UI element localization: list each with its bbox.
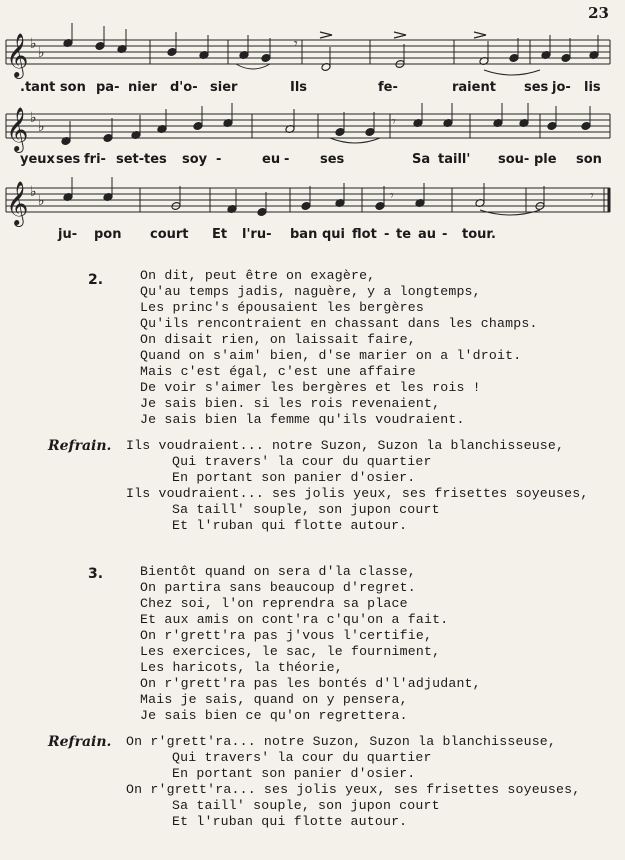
verse-line: Bientôt quand on sera d'la classe, (140, 564, 416, 579)
refrain-line: Qui travers' la cour du quartier (172, 750, 432, 765)
verse-line: Mais je sais, quand on y pensera, (140, 692, 408, 707)
flat-icon: ♭ (38, 119, 45, 135)
syllable: ban (290, 227, 318, 242)
lyric-line-3 (0, 227, 625, 249)
syllable: au (418, 227, 437, 242)
verse-line: On dit, peut être on exagère, (140, 268, 376, 283)
verse-number: 2. (88, 272, 104, 288)
syllable: sou- (498, 152, 530, 167)
syllable: tour. (462, 227, 496, 242)
treble-clef-icon: 𝄞 (6, 107, 29, 151)
slur (236, 64, 270, 69)
refrain-line: Qui travers' la cour du quartier (172, 454, 432, 469)
flat-icon: ♭ (30, 110, 37, 126)
flat-icon: ♭ (38, 193, 45, 209)
syllable: Et (212, 227, 228, 242)
syllable: ju- (58, 227, 78, 242)
slur (484, 70, 540, 75)
syllable: ses (320, 152, 345, 167)
flat-icon: ♭ (30, 36, 37, 52)
syllable: son (576, 152, 602, 167)
verse-number: 3. (88, 566, 104, 582)
syllable: - (216, 152, 222, 167)
syllable: fe- (378, 80, 398, 95)
accent-mark (474, 32, 486, 38)
music-score (0, 0, 625, 260)
verse-line: Les exercices, le sac, le fourniment, (140, 644, 441, 659)
verse-line: Mais c'est égal, c'est une affaire (140, 364, 416, 379)
verse-line: Je sais bien. si les rois revenaient, (140, 396, 441, 411)
refrain-line: En portant son panier d'osier. (172, 470, 416, 485)
syllable: nier (128, 80, 157, 95)
accent-mark (394, 32, 406, 38)
verse-line: Je sais bien ce qu'on regrettera. (140, 708, 408, 723)
syllable: ses (56, 152, 81, 167)
staff-notation (0, 0, 625, 260)
verse-line: On r'grett'ra pas les bontés d'l'adjudant, (140, 676, 481, 691)
syllable: set- (116, 152, 145, 167)
refrain-line: Et l'ruban qui flotte autour. (172, 518, 408, 533)
syllable: yeux (20, 152, 55, 167)
flat-icon: ♭ (38, 45, 45, 61)
refrain-label: Refrain. (48, 438, 112, 454)
treble-clef-icon: 𝄞 (6, 33, 29, 77)
syllable: soy (182, 152, 208, 167)
slur (330, 138, 380, 143)
refrain-line: On r'grett'ra... notre Suzon, Suzon la blanchisseuse, (126, 734, 557, 749)
refrain-line: Sa taill' souple, son jupon court (172, 798, 440, 813)
syllable: sier (210, 80, 238, 95)
syllable: pon (94, 227, 122, 242)
syllable: te (396, 227, 412, 242)
page-number: 23 (588, 4, 609, 22)
verse-line: Quand on s'aim' bien, d'se marier on a l'droit. (140, 348, 522, 363)
syllable: l'ru- (242, 227, 272, 242)
verse-line: Qu'au temps jadis, naguère, y a longtemps, (140, 284, 481, 299)
verse-line: De voir s'aimer les bergères et les rois ! (140, 380, 481, 395)
syllable: jo- (552, 80, 571, 95)
syllable: ple (534, 152, 557, 167)
verse-line: Qu'ils rencontraient en chassant dans les champs. (140, 316, 538, 331)
treble-clef-icon: 𝄞 (6, 181, 29, 225)
lyric-line-1 (0, 80, 625, 102)
refrain-line: Sa taill' souple, son jupon court (172, 502, 440, 517)
syllable: pa- (96, 80, 120, 95)
syllable: Sa (412, 152, 431, 167)
refrain-line: On r'grett'ra... ses jolis yeux, ses frisettes soyeuses, (126, 782, 581, 797)
refrain-line: En portant son panier d'osier. (172, 766, 416, 781)
syllable: - (384, 227, 390, 242)
verse-line: Chez soi, l'on reprendra sa place (140, 596, 408, 611)
lyric-line-2 (0, 152, 625, 174)
syllable: court (150, 227, 189, 242)
refrain-label: Refrain. (48, 734, 112, 750)
refrain-line: Ils voudraient... notre Suzon, Suzon la blanchisseuse, (126, 438, 565, 453)
verse-line: On partira sans beaucoup d'regret. (140, 580, 416, 595)
verse-line: Et aux amis on cont'ra c'qu'on a fait. (140, 612, 449, 627)
verse-line: Les princ's épousaient les bergères (140, 300, 424, 315)
syllable: - (284, 152, 290, 167)
verse-line: On r'grett'ra pas j'vous l'certifie, (140, 628, 433, 643)
rest-icon: 𝄾 (392, 114, 396, 130)
syllable: taill' (438, 152, 471, 167)
syllable: qui (322, 227, 346, 242)
verse-line: Je sais bien la femme qu'ils voudraient. (140, 412, 465, 427)
syllable: eu (262, 152, 281, 167)
rest-icon: 𝄾 (590, 188, 594, 204)
rest-icon: 𝄾 (390, 188, 394, 204)
syllable: Ils (290, 80, 308, 95)
syllable: flot (352, 227, 377, 242)
refrain-line: Ils voudraient... ses jolis yeux, ses frisettes soyeuses, (126, 486, 589, 501)
flat-icon: ♭ (30, 184, 37, 200)
syllable: raient (452, 80, 496, 95)
syllable: ses (524, 80, 549, 95)
verse-line: Les haricots, la théorie, (140, 660, 343, 675)
accent-mark (320, 32, 332, 38)
syllable: fri- (84, 152, 106, 167)
syllable: lis (584, 80, 601, 95)
syllable: - (442, 227, 448, 242)
rest-icon: 𝄾 (294, 36, 298, 52)
refrain-line: Et l'ruban qui flotte autour. (172, 814, 408, 829)
syllable: d'o- (170, 80, 198, 95)
syllable: tes (144, 152, 167, 167)
verse-line: On disait rien, on laissait faire, (140, 332, 416, 347)
syllable: .tant son (20, 80, 86, 95)
